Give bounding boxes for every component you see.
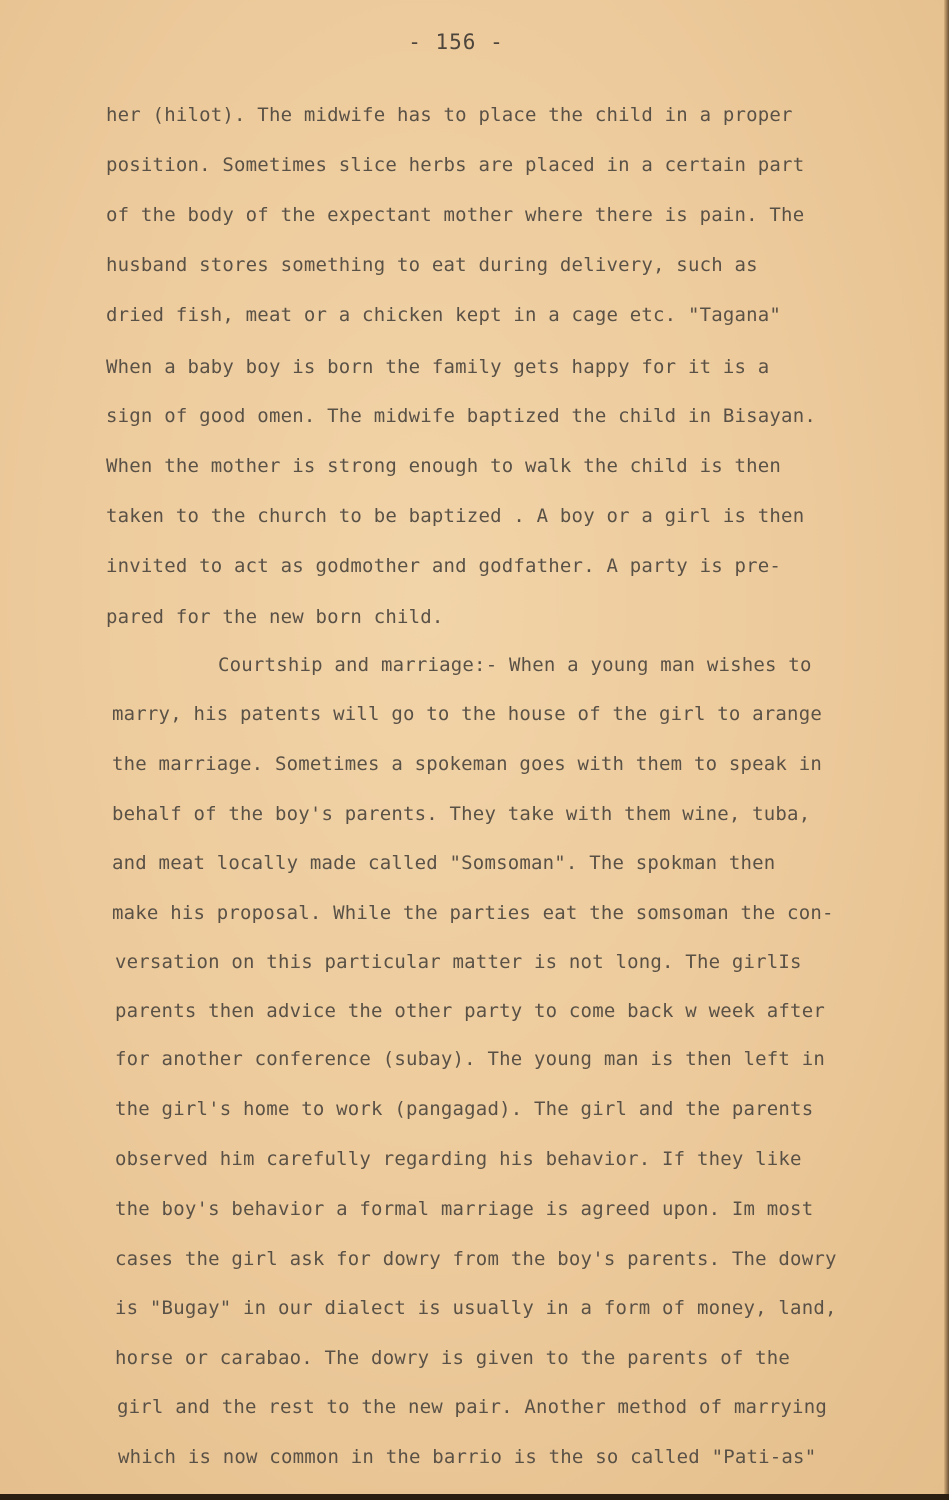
text-line-10: invited to act as godmother and godfather. A party is pre- <box>106 555 782 577</box>
text-line-15: behalf of the boy's parents. They take with them wine, tuba, <box>112 803 811 825</box>
text-line-13: marry, his patents will go to the house of the girl to arange <box>112 703 822 725</box>
text-line-14: the marriage. Sometimes a spokeman goes with them to speak in <box>112 753 822 775</box>
text-line-3: of the body of the expectant mother where there is pain. The <box>106 204 805 226</box>
text-line-21: the girl's home to work (pangagad). The girl and the parents <box>115 1098 814 1120</box>
text-line-28: which is now common in the barrio is the so called "Pati-as" <box>118 1446 817 1468</box>
page-edge-bottom <box>0 1494 949 1500</box>
text-line-6: When a baby boy is born the family gets happy for it is a <box>106 356 770 378</box>
text-line-8: When the mother is strong enough to walk the child is then <box>106 455 782 477</box>
text-line-19: parents then advice the other party to come back w week after <box>115 1000 825 1022</box>
text-line-25: is "Bugay" in our dialect is usually in a form of money, land, <box>115 1297 837 1319</box>
text-line-24: cases the girl ask for dowry from the boy's parents. The dowry <box>115 1248 837 1270</box>
text-line-4: husband stores something to eat during delivery, such as <box>106 254 758 276</box>
text-line-9: taken to the church to be baptized . A boy or a girl is then <box>106 505 805 527</box>
text-line-12: Courtship and marriage:- When a young man wishes to <box>218 654 812 676</box>
text-line-1: her (hilot). The midwife has to place the child in a proper <box>106 104 793 126</box>
text-line-2: position. Sometimes slice herbs are placed in a certain part <box>106 154 805 176</box>
text-line-26: horse or carabao. The dowry is given to the parents of the <box>115 1347 791 1369</box>
page-number: - 156 - <box>408 30 504 54</box>
text-line-5: dried fish, meat or a chicken kept in a cage etc. "Tagana" <box>106 304 782 326</box>
text-line-16: and meat locally made called "Somsoman". The spokman then <box>112 852 776 874</box>
text-line-27: girl and the rest to the new pair. Another method of marrying <box>117 1396 827 1418</box>
text-line-7: sign of good omen. The midwife baptized the child in Bisayan. <box>106 405 816 427</box>
text-line-11: pared for the new born child. <box>106 606 444 628</box>
text-line-20: for another conference (subay). The young man is then left in <box>115 1048 825 1070</box>
text-line-18: versation on this particular matter is not long. The girlIs <box>115 951 802 973</box>
text-line-17: make his proposal. While the parties eat the somsoman the con- <box>112 902 834 924</box>
page-edge-right <box>944 0 949 1500</box>
text-line-22: observed him carefully regarding his behavior. If they like <box>115 1148 802 1170</box>
text-line-23: the boy's behavior a formal marriage is agreed upon. Im most <box>115 1198 814 1220</box>
